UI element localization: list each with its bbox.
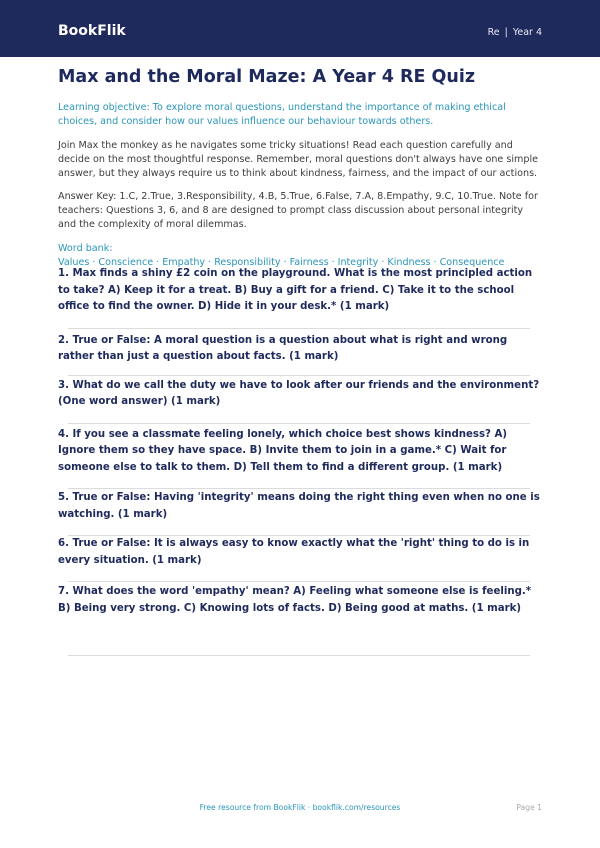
- word-bank-word: Kindness: [387, 257, 431, 268]
- word-bank: Word bank: Values · Conscience · Empathy · Responsibility · Fairness · Integrity · Kindness · Consequence: [58, 243, 505, 268]
- word-bank-word: Responsibility: [214, 257, 281, 268]
- answer-line[interactable]: [68, 423, 530, 424]
- brand-logo[interactable]: BookFlik: [58, 23, 126, 39]
- question-7: 7. What does the word 'empathy' mean? A) Feeling what someone else is feeling.* B) Being very strong. C) Knowing lots of facts. D) Being good at maths. (1 mark): [58, 586, 532, 614]
- answer-key: Answer Key: 1.C, 2.True, 3.Responsibility, 4.B, 5.True, 6.False, 7.A, 8.Empathy, 9.C, 10.True. Note for teachers: Questions 3, 6, and 8 are designed to prompt class discussion about personal integrity and the complexity of moral dilemmas.: [58, 191, 538, 230]
- intro-paragraph: Join Max the monkey as he navigates some tricky situations! Read each question carefully and decide on the most thoughtful response. Remember, moral questions don't always have one simple answer, but they always require us to think about kindness, fairness, and the impact of our actions.: [58, 140, 539, 179]
- word-bank-word: Values: [58, 257, 90, 268]
- word-bank-word: Integrity: [337, 257, 379, 268]
- word-bank-label: Word bank:: [58, 243, 113, 254]
- word-bank-word: Fairness: [289, 257, 329, 268]
- answer-line[interactable]: [68, 328, 530, 329]
- question-2: 2. True or False: A moral question is a question about what is right and wrong rather than just a question about facts. (1 mark): [58, 334, 508, 362]
- header-bar: [0, 0, 600, 57]
- intro-section: [58, 66, 542, 270]
- question-list: [58, 266, 544, 656]
- year-label: Year 4: [512, 27, 542, 38]
- page-title: Max and the Moral Maze: A Year 4 RE Quiz: [58, 67, 476, 87]
- answer-line[interactable]: [68, 655, 530, 656]
- question-5: 5. True or False: Having 'integrity' means doing the right thing even when no one is watching. (1 mark): [58, 492, 540, 520]
- subject-label: Re: [487, 27, 500, 38]
- question-4: 4. If you see a classmate feeling lonely, which choice best shows kindness? A) Ignore them so they have space. B) Invite them to join in a game.* C) Wait for someone else to talk to them. D) Tell them to find a different group. (1 mark): [58, 428, 508, 473]
- page-number: Page 1: [516, 803, 542, 812]
- answer-line[interactable]: [68, 488, 530, 489]
- word-bank-word: Empathy: [162, 257, 206, 268]
- word-bank-word: Conscience: [98, 257, 154, 268]
- word-bank-word: Consequence: [439, 257, 505, 268]
- answer-line[interactable]: [68, 581, 530, 582]
- question-1: 1. Max finds a shiny £2 coin on the playground. What is the most principled action to take? A) Keep it for a treat. B) Buy a gift for a friend. C) Take it to the school office to find the owner. D) Hide it in your desk.* (1 mark): [58, 268, 533, 312]
- answer-line[interactable]: [68, 375, 530, 376]
- question-3: 3. What do we call the duty we have to look after our friends and the environment? (One word answer) (1 mark): [58, 379, 540, 407]
- question-6: 6. True or False: It is always easy to know exactly what the 'right' thing to do is in every situation. (1 mark): [58, 538, 530, 566]
- learning-objective: Learning objective: To explore moral questions, understand the importance of making ethical choices, and consider how our values influence our behaviour towards others.: [58, 102, 506, 127]
- footer-resource-link[interactable]: Free resource from BookFlik · bookflik.com/resources: [199, 803, 401, 812]
- subject-year-label: Re | Year 4: [487, 27, 542, 38]
